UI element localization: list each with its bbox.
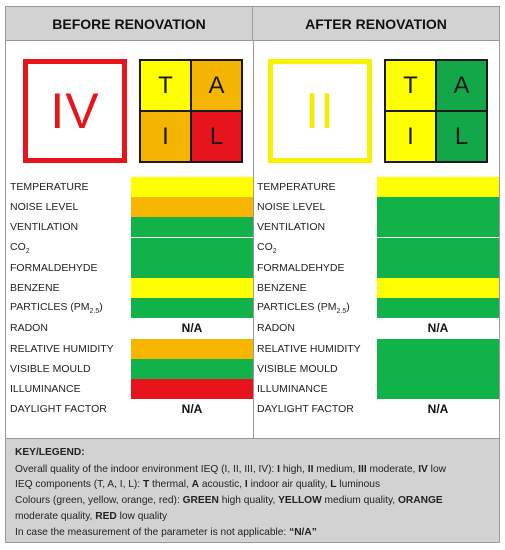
after-tail-cell: L (437, 112, 486, 161)
quality-color-bar (131, 258, 253, 278)
na-value: N/A (131, 318, 253, 338)
parameter-label: BENZENE (257, 282, 307, 294)
after-tail-cell: A (437, 61, 486, 110)
before-parameter-row (10, 339, 114, 359)
quality-color-bar (131, 197, 253, 217)
after-parameter-row (257, 177, 336, 197)
quality-color-bar (377, 177, 499, 197)
quality-color-bar (131, 359, 253, 379)
parameter-label: PARTICLES $(PM_{2.5})$ (257, 301, 350, 316)
quality-color-bar (377, 258, 499, 278)
quality-color-bar (377, 197, 499, 217)
header-after: AFTER RENOVATION (253, 7, 499, 41)
parameter-label: DAYLIGHT FACTOR (257, 403, 354, 416)
quality-color-bar (131, 278, 253, 298)
quality-color-bar (377, 238, 499, 258)
quality-color-bar (131, 238, 253, 258)
parameter-label: VENTILATION (257, 221, 326, 234)
parameter-label: ILLUMINANCE (10, 383, 81, 395)
header-before: BEFORE RENOVATION (6, 7, 253, 41)
legend-line: In case the measurement of the parameter is not applicable: “N/A” (15, 526, 317, 538)
after-parameter-row (257, 298, 350, 318)
after-tail-cell: T (386, 61, 435, 110)
after-parameter-row (257, 359, 338, 379)
quality-color-bar (131, 177, 253, 197)
parameter-label: $CO_2$ (10, 240, 30, 255)
after-parameter-row (257, 238, 277, 258)
na-value: N/A (377, 318, 499, 338)
before-parameter-row (10, 318, 48, 338)
legend-title: KEY/LEGEND: (15, 447, 85, 458)
after-tail-cell: I (386, 112, 435, 161)
parameter-label: RADON (257, 322, 295, 335)
before-parameter-row (10, 379, 81, 399)
parameter-label: RADON (10, 322, 48, 335)
legend-line: IEQ components (T, A, I, L): T thermal, A acoustic, I indoor air quality, L luminous (15, 479, 381, 491)
parameter-label: TEMPERATURE (10, 181, 89, 193)
parameter-label: NOISE LEVEL (10, 201, 79, 214)
quality-color-bar (377, 278, 499, 298)
before-tail-cell: L (192, 112, 241, 161)
before-ieq-rating: IV (23, 59, 127, 163)
legend-line: Colours (green, yellow, orange, red): GREEN high quality, YELLOW medium quality, ORANGE (15, 495, 443, 507)
legend-box (6, 438, 499, 542)
before-parameter-row (10, 238, 30, 258)
quality-color-bar (377, 298, 499, 318)
quality-color-bar (377, 379, 499, 399)
after-parameter-row (257, 339, 361, 359)
after-parameter-row (257, 399, 354, 419)
before-tail-cell: T (141, 61, 190, 110)
column-divider (253, 41, 254, 438)
before-tail-cell: A (192, 61, 241, 110)
quality-color-bar (131, 298, 253, 318)
parameter-label: VISIBLE MOULD (257, 362, 338, 375)
parameter-label: FORMALDEHYDE (257, 261, 345, 274)
parameter-label: FORMALDEHYDE (10, 261, 98, 274)
na-value: N/A (377, 399, 499, 419)
after-parameter-row (257, 278, 307, 298)
legend-line: moderate quality, RED low quality (15, 510, 168, 522)
before-parameter-row (10, 197, 78, 217)
before-parameter-row (10, 177, 89, 197)
before-parameter-row (10, 278, 60, 298)
after-parameter-row (257, 318, 295, 338)
before-tail-cell: I (141, 112, 190, 161)
parameter-label: TEMPERATURE (257, 181, 336, 193)
before-parameter-row (10, 217, 78, 237)
parameter-label: VENTILATION (10, 221, 79, 234)
legend-line: Overall quality of the indoor environment IEQ (I, II, III, IV): I high, II medium, III moderate, IV low (15, 463, 446, 475)
after-parameter-row (257, 379, 328, 399)
parameter-label: DAYLIGHT FACTOR (10, 403, 107, 416)
before-parameter-row (10, 298, 103, 318)
after-tail-grid (384, 59, 488, 163)
parameter-label: PARTICLES $(PM_{2.5})$ (10, 301, 103, 316)
ieq-comparison-frame (5, 6, 500, 543)
quality-color-bar (131, 379, 253, 399)
na-value: N/A (131, 399, 253, 419)
after-ieq-rating: II (268, 59, 372, 163)
quality-color-bar (377, 339, 499, 359)
quality-color-bar (131, 217, 253, 237)
before-tail-grid (139, 59, 243, 163)
before-parameter-row (10, 399, 107, 419)
before-parameter-row (10, 258, 98, 278)
parameter-label: NOISE LEVEL (257, 201, 326, 214)
legend-lines (15, 462, 499, 541)
before-parameter-row (10, 359, 91, 379)
parameter-label: ILLUMINANCE (257, 383, 328, 395)
quality-color-bar (377, 217, 499, 237)
parameter-label: RELATIVE HUMIDITY (257, 342, 361, 355)
parameter-label: RELATIVE HUMIDITY (10, 342, 114, 355)
after-parameter-row (257, 217, 325, 237)
after-parameter-row (257, 258, 345, 278)
parameter-label: BENZENE (10, 282, 60, 294)
after-parameter-row (257, 197, 325, 217)
parameter-label: $CO_2$ (257, 240, 277, 255)
quality-color-bar (131, 339, 253, 359)
parameter-label: VISIBLE MOULD (10, 362, 91, 375)
quality-color-bar (377, 359, 499, 379)
